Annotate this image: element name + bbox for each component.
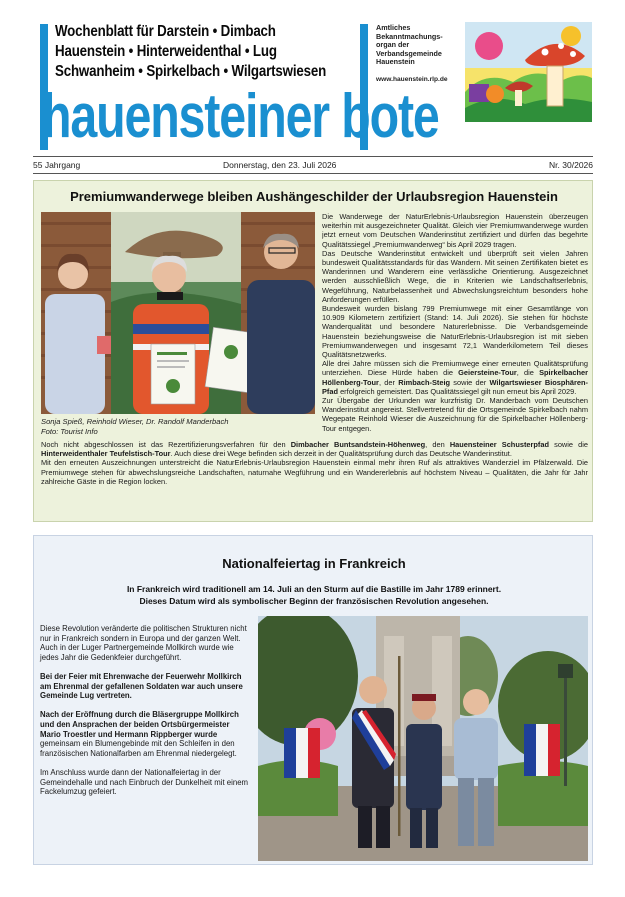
caption-names: Sonja Spieß, Reinhold Wieser, Dr. Randolf Manderbach (41, 417, 229, 426)
text-run: , den (425, 440, 450, 449)
article2-column-left (40, 624, 252, 806)
masthead-line-2: Hauenstein • Hinterweidenthal • Lug (55, 43, 277, 60)
article1-column-right (322, 212, 588, 468)
article1-paragraph: Die Wanderwege der NaturErlebnis-Urlaubsregion Hauenstein überzeugen weiterhin mit ausgezeichneter Qualität. Gleich vier Premiumwanderwege wurden jetzt erneut vom Deutschen Wanderinstitut zertifiziert und dürfen das begehrte Qualitätssiegel „Premiumwanderweg“ bis April 2029 tragen. (322, 212, 588, 249)
text-run: sowie die (549, 440, 588, 449)
article1-paragraph (41, 440, 588, 458)
trail-name-teufelstisch: Hinterweidenthaler Teufelstisch-Tour (41, 449, 171, 459)
text-run: , der (378, 377, 399, 387)
article2-paragraph (40, 710, 252, 758)
award-photo (41, 212, 315, 414)
official-line-1: Amtliches (376, 23, 411, 32)
article2-lead (64, 584, 564, 607)
trail-name-biosphaeren: Wilgartswieser Biosphären-Pfad (322, 377, 588, 396)
text-run: erfolgreich gemeistert. Das Qualitätssiegel gilt nun erneut bis April 2029. (338, 386, 577, 396)
article2-paragraph: Im Anschluss wurde dann der Nationalfeiertag in der Gemeindehalle und nach Einbruch der Dunkelheit mit einem Fackelumzug gefeiert. (40, 767, 249, 797)
memorial-ceremony-photo (258, 616, 588, 861)
article1-headline: Premiumwanderwege bleiben Aushängeschilder der Urlaubsregion Hauenstein (70, 189, 558, 204)
text-run: Auch in der Luger Partnergemeinde Mollkirch wurde wie jedes Jahr die Gedenkfeier durchgeführt. (40, 643, 234, 662)
masthead (0, 0, 625, 160)
text-run: sowie der (450, 377, 490, 387)
text-run: . Auch diese drei Wege befinden sich derzeit in der Qualitätsprüfung durch das Deutsche Wanderinstitut. (170, 449, 512, 459)
text-run: Alle drei Jahre müssen sich die Premiumwege einer erneuten Qualitätsprüfung unterziehen. Diese Hürde haben die (322, 359, 588, 378)
trail-name-schusterpfad: Hauensteiner Schusterpfad (449, 440, 549, 449)
text-run: Diese Revolution veränderte die politischen Strukturen nicht nur in Frankreich sondern in Europa und der ganzen Welt. (40, 624, 247, 643)
lead-line-1: In Frankreich wird traditionell am 14. Juli an den Sturm auf die Bastille im Jahr 1789 erinnert. (126, 584, 502, 594)
mushroom-logo-icon (465, 22, 592, 122)
article2-paragraph (40, 624, 252, 662)
article1-paragraph: Zur Übergabe der Urkunden war kurzfristig Dr. Manderbach vom Deutschen Wanderinstitut angereist. Stellvertretend für die Ortsgemeinde Spirkelbach nahm Wegepate Reinhold Wieser die Auszeichnung für die Spirkelbacher Höllenberg-Tour entgegen. (322, 396, 588, 433)
article1-paragraph: Bundesweit wurden bislang 799 Premiumwege mit einer Gesamtlänge von 10.909 Kilometern zertifiziert (Stand: 14. Juli 2026). Sie stehen für höchste Wanderqualität und besondere Naturerlebnisse. Die Verbandsgemeinde Hauenstein beziehungsweise die NaturErlebnis-Urlaubsregion ist mit sieben Premiumwanderwegen und insgesamt 72,1 Wanderkilometern Teil dieses Qualitätsnetzwerks. (322, 304, 588, 360)
article-premium-trails (33, 180, 593, 522)
volume-year: 55 Jahrgang (33, 160, 81, 170)
trail-name-geiersteine: Geiersteine-Tour (458, 368, 517, 378)
article2-paragraph (40, 672, 252, 701)
text-run: , die (516, 368, 540, 378)
article-national-holiday (33, 535, 593, 865)
website-link[interactable]: www.hauenstein.rlp.de (376, 76, 448, 83)
official-line-2: Bekanntmachungs- (376, 31, 443, 41)
text-run: Noch nicht abgeschlossen ist das Rezertifizierungsverfahren für den (41, 440, 291, 449)
official-organ-note (376, 24, 471, 67)
official-line-4: Verbandsgemeinde (376, 48, 442, 58)
article1-paragraph: Das Deutsche Wanderinstitut entwickelt und überprüft seit vielen Jahren bundesweit Qualitätsstandards für das Wandern. Mit seinen Zertifikaten bietet es Wanderinnen und Wanderern eine verlässliche Orientierung. Ausgezeichnet werden ausschließlich Wege, die in Kriterien wie Landschaftserlebnis, Wegeführung, Naturbelassenheit und Abwechslungsreichtum besonders hohe Anforderungen erfüllen. (322, 248, 588, 304)
trail-name-rimbach: Rimbach-Steig (398, 377, 451, 387)
official-line-3: organ der (376, 40, 410, 50)
masthead-line-1: Wochenblatt für Darstein • Dimbach (55, 23, 276, 40)
photo-caption (41, 417, 315, 436)
trail-name-hoellenberg: Spirkelbacher Höllenberg-Tour (322, 368, 588, 387)
issue-info-bar (33, 156, 593, 174)
lead-line-2: Dieses Datum wird als symbolischer Beginn der französischen Revolution angesehen. (139, 595, 489, 606)
caption-credit: Foto: Tourist Info (41, 426, 98, 436)
newspaper-title: hauensteiner bote (42, 82, 439, 151)
article1-paragraph (322, 359, 588, 396)
text-run-bold: Nach der Eröffnung durch die Bläsergruppe Mollkirch und den Ansprachen der beiden Ortsbürgermeister Mario Troestler und Hermann Rippberger wurde (40, 710, 239, 739)
article1-paragraph: Mit den erneuten Auszeichnungen unterstreicht die NaturErlebnis-Urlaubsregion Hauenstein einmal mehr ihren Ruf als attraktives Wanderziel im Pfälzerwald. Die Premiumwege stehen für abwechslungsreiche Landschaften, naturnahe Wegführung und ein Wandererlebnis auf höchstem Niveau – Qualitäten, die Jahr für Jahr zahlreiche Gäste in die Region locken. (41, 458, 588, 486)
article1-column-bottom (41, 440, 588, 520)
official-line-5: Hauenstein (376, 57, 415, 67)
issue-number: Nr. 30/2026 (549, 160, 593, 170)
masthead-line-3: Schwanheim • Spirkelbach • Wilgartswiesen (55, 63, 327, 80)
trail-name-dimbach: Dimbacher Buntsandstein-Höhenweg (290, 440, 426, 449)
text-run-bold: Bei der Feier mit Ehrenwache der Feuerwehr Mollkirch am Ehrenmal der gefallenen Soldaten war auch unsere Gemeinde Lug vertreten. (40, 671, 243, 701)
article2-headline: Nationalfeiertag in Frankreich (222, 556, 406, 571)
masthead-municipalities (55, 22, 355, 82)
text-run: gemeinsam ein Blumengebinde mit den Schleifen in den französischen Nationalfarben am Ehrenmal niedergelegt. (40, 739, 237, 758)
issue-date: Donnerstag, den 23. Juli 2026 (223, 160, 337, 170)
